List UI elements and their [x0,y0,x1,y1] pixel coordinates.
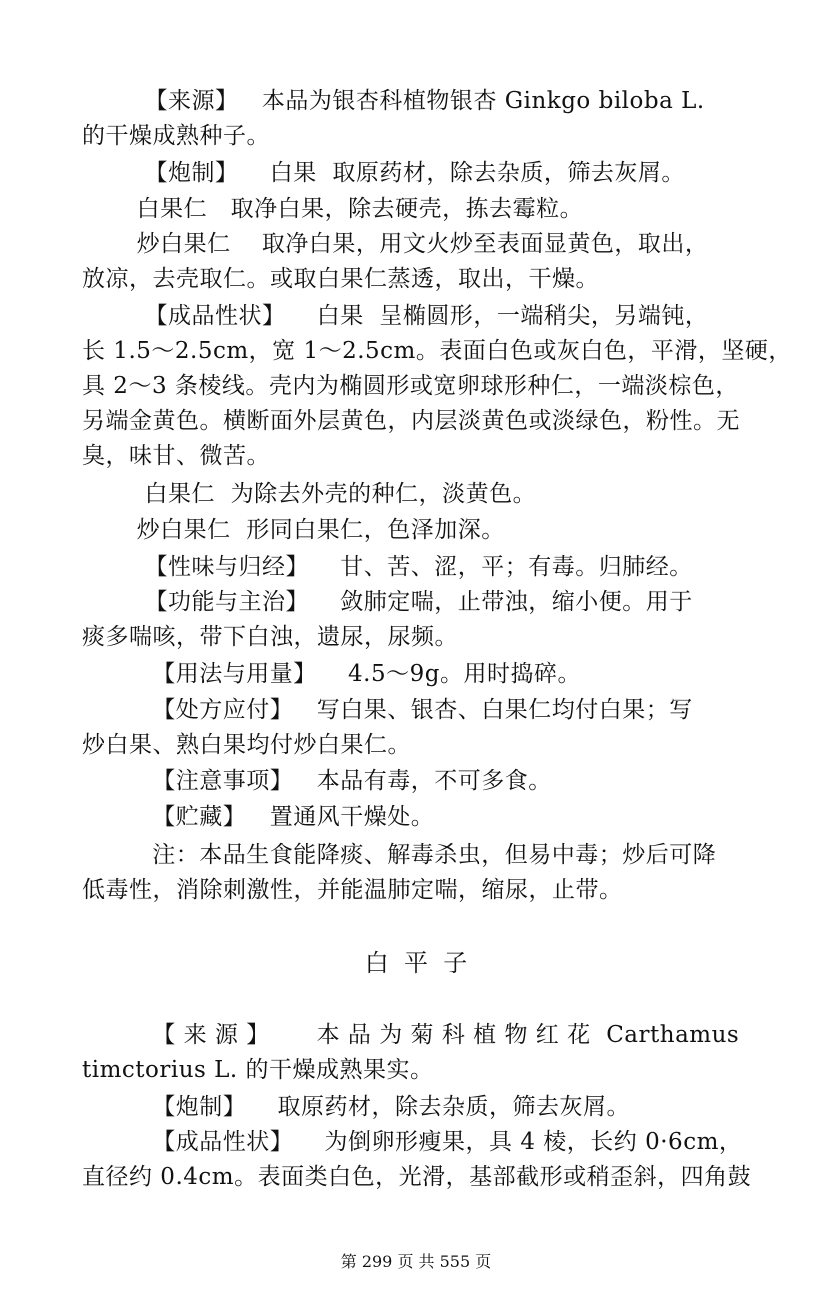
text-line: 【成品性状】 为倒卵形瘦果，具 4 棱，长约 0·6cm， [82,1129,743,1155]
text-line: 的干燥成熟种子。 [82,123,270,149]
page-footer: 第 299 页 共 555 页 [340,1252,492,1271]
text-line: 白果仁 取净白果，除去硬壳，拣去霉粒。 [82,196,584,222]
text-line: 【炮制】 取原药材，除去杂质，筛去灰屑。 [82,1094,631,1120]
text-line: 【用法与用量】 4.5～9g。用时捣碎。 [82,661,581,687]
text-line: 注：本品生食能降痰、解毒杀虫，但易中毒；炒后可降 [82,842,717,868]
text-line: 具 2～3 条棱线。壳内为椭圆形或宽卵球形种仁，一端淡棕色， [82,373,739,399]
text-line: 【成品性状】 白果 呈椭圆形，一端稍尖，另端钝， [82,303,709,329]
text-line: 长 1.5～2.5cm，宽 1～2.5cm。表面白色或灰白色，平滑，坚硬， [82,338,792,364]
text-line: 炒白果仁 形同白果仁，色泽加深。 [82,517,505,543]
text-line: 【处方应付】 写白果、银杏、白果仁均付白果；写 [82,697,693,723]
text-line: 痰多喘咳，带下白浊，遗尿，尿频。 [82,624,458,650]
text-line: 炒白果、熟白果均付炒白果仁。 [82,732,411,758]
text-line: 放凉，去壳取仁。或取白果仁蒸透，取出，干燥。 [82,266,599,292]
text-line: 【 来 源 】 本 品 为 菊 科 植 物 红 花 Carthamus [82,1022,740,1048]
text-line: 【功能与主治】 敛肺定喘，止带浊，缩小便。用于 [82,589,693,615]
text-line: 另端金黄色。横断面外层黄色，内层淡黄色或淡绿色，粉性。无 [82,408,740,434]
text-line: 炒白果仁 取净白果，用文火炒至表面显黄色，取出， [82,231,709,257]
text-line: 臭，味甘、微苦。 [82,443,270,469]
text-line: 白果仁 为除去外壳的种仁，淡黄色。 [82,481,537,507]
section-title: 白 平 子 [364,949,468,977]
text-line: 【性味与归经】 甘、苦、涩，平；有毒。归肺经。 [82,554,693,580]
text-line: 直径约 0.4cm。表面类白色，光滑，基部截形或稍歪斜，四角鼓 [82,1164,752,1190]
text-line: 低毒性，消除刺激性，并能温肺定喘，缩尿，止带。 [82,877,623,903]
text-line: timctorius L. 的干燥成熟果实。 [82,1057,434,1083]
text-line: 【来源】 本品为银杏科植物银杏 Ginkgo biloba L. [82,88,705,114]
text-line: 【炮制】 白果 取原药材，除去杂质，筛去灰屑。 [82,160,685,186]
text-line: 【贮藏】 置通风干燥处。 [82,804,435,830]
text-line: 【注意事项】 本品有毒，不可多食。 [82,768,552,794]
